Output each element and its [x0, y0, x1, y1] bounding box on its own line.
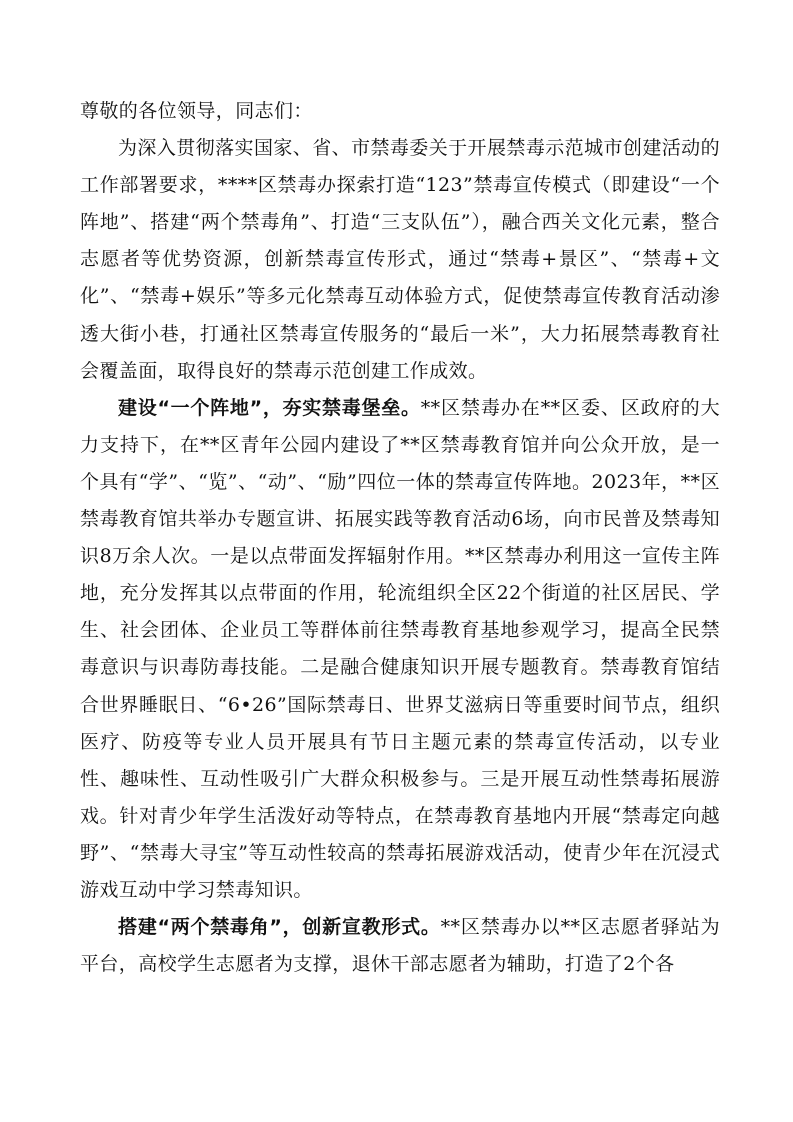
section-2-heading: 搭建“两个禁毒角”，创新宣教形式。	[118, 916, 441, 939]
salutation: 尊敬的各位领导，同志们：	[80, 100, 313, 122]
section-2-paragraph	[80, 909, 720, 983]
document-body	[80, 93, 720, 983]
intro-paragraph: 为深入贯彻落实国家、省、市禁毒委关于开展禁毒示范城市创建活动的工作部署要求，****区禁毒办探索打造“123”禁毒宣传模式（即建设“一个阵地”、搭建“两个禁毒角”、打造“三支队伍”），融合西关文化元素，整合志愿者等优势资源，创新禁毒宣传形式，通过“禁毒+景区”、“禁毒+文化”、“禁毒+娱乐”等多元化禁毒互动体验方式，促使禁毒宣传教育活动渗透大街小巷，打通社区禁毒宣传服务的“最后一米”，大力拓展禁毒教育社会覆盖面，取得良好的禁毒示范创建工作成效。	[80, 137, 720, 382]
section-1-paragraph	[80, 390, 720, 909]
section-1-heading: 建设“一个阵地”，夯实禁毒堡垒。	[118, 396, 421, 419]
section-1-body: **区禁毒办在**区委、区政府的大力支持下，在**区青年公园内建设了**区禁毒教育馆并向公众开放，是一个具有“学”、“览”、“动”、“励”四位一体的禁毒宣传阵地。2023年，**区禁毒教育馆共举办专题宣讲、拓展实践等教育活动6场，向市民普及禁毒知识8万余人次。一是以点带面发挥辐射作用。**区禁毒办利用这一宣传主阵地，充分发挥其以点带面的作用，轮流组织全区22个街道的社区居民、学生、社会团体、企业员工等群体前往禁毒教育基地参观学习，提高全民禁毒意识与识毒防毒技能。二是融合健康知识开展专题教育。禁毒教育馆结合世界睡眠日、“6•26”国际禁毒日、世界艾滋病日等重要时间节点，组织医疗、防疫等专业人员开展具有节日主题元素的禁毒宣传活动，以专业性、趣味性、互动性吸引广大群众积极参与。三是开展互动性禁毒拓展游戏。针对青少年学生活泼好动等特点，在禁毒教育基地内开展“禁毒定向越野”、“禁毒大寻宝”等互动性较高的禁毒拓展游戏活动，使青少年在沉浸式游戏互动中学习禁毒知识。	[80, 396, 720, 901]
section-2-body: **区禁毒办以**区志愿者驿站为平台，高校学生志愿者为支撑，退休干部志愿者为辅助，打造了2个各	[80, 916, 720, 976]
